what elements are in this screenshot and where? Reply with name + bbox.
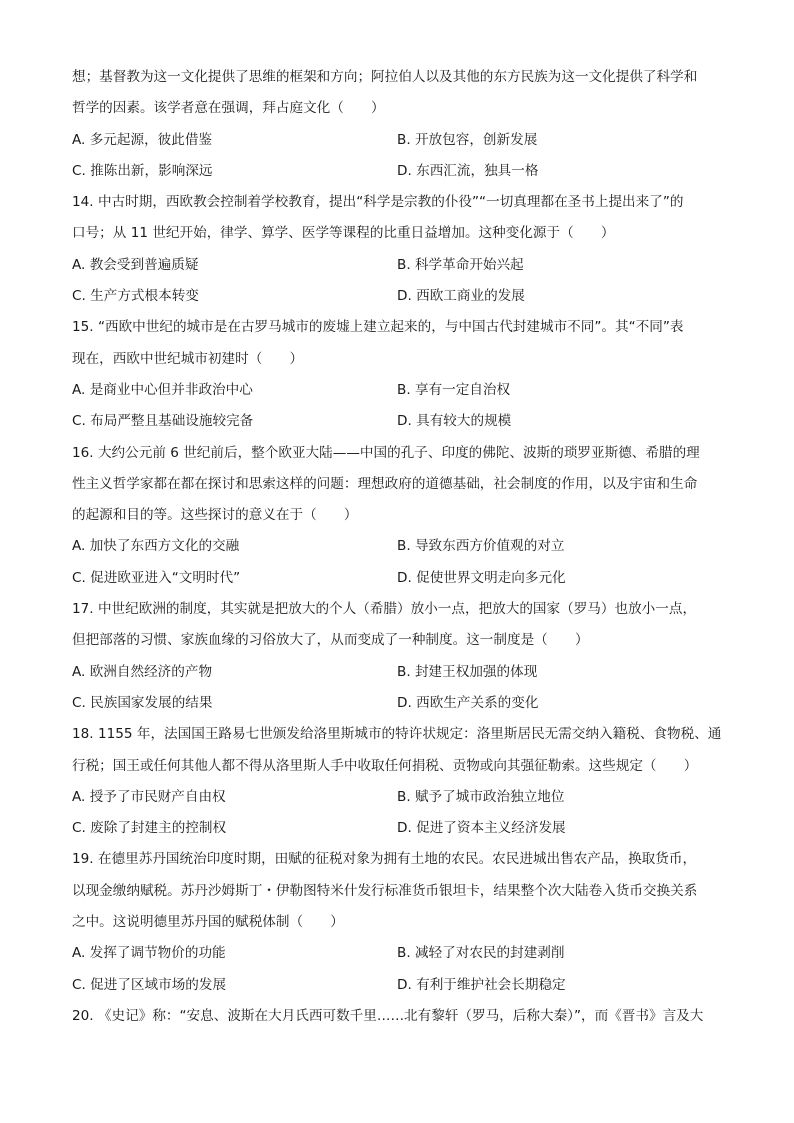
option-b: B. 减轻了对农民的封建剥削 (397, 945, 565, 962)
options-row (72, 938, 724, 969)
stem-line: 现在，西欧中世纪城市初建时（ ） (72, 350, 304, 367)
question-list (72, 62, 724, 1032)
option-a: A. 授予了市民财产自由权 (72, 788, 226, 805)
option-b: B. 封建王权加强的体现 (397, 663, 538, 680)
stem-line: 14. 中古时期，西欧教会控制着学校教育，提出“科学是宗教的仆役”“一切真理都在圣书上提出来了”的 (72, 194, 684, 211)
question-16 (72, 438, 724, 594)
stem-line: 18. 1155 年，法国国王路易七世颁发给洛里斯城市的特许状规定：洛里斯居民无需交纳入籍税、食物税、通 (72, 726, 722, 743)
options-row (72, 406, 724, 437)
option-b: B. 赋予了城市政治独立地位 (397, 788, 565, 805)
option-b: B. 开放包容，创新发展 (397, 131, 538, 148)
option-c: C. 推陈出新，影响深远 (72, 162, 213, 179)
option-d: D. 西欧生产关系的变化 (397, 694, 539, 711)
options-row (72, 563, 724, 594)
stem-line: 行税；国王或任何其他人都不得从洛里斯人手中收取任何捐税、贡物或向其强征勒索。这些规定（ ） (72, 757, 698, 774)
options-row (72, 657, 724, 688)
options-row (72, 970, 724, 1001)
stem-line: 口号；从 11 世纪开始，律学、算学、医学等课程的比重日益增加。这种变化源于（ ） (72, 225, 615, 242)
stem-line: 17. 中世纪欧洲的制度，其实就是把放大的个人（希腊）放小一点，把放大的国家（罗马）也放小一点， (72, 601, 697, 618)
question-18 (72, 719, 724, 844)
option-d: D. 东西汇流，独具一格 (397, 162, 539, 179)
option-c: C. 促进了区域市场的发展 (72, 976, 227, 993)
question-15 (72, 312, 724, 437)
stem-line: 之中。这说明德里苏丹国的赋税体制（ ） (72, 914, 344, 931)
question-20 (72, 1001, 724, 1032)
options-row (72, 688, 724, 719)
option-a: A. 欧洲自然经济的产物 (72, 663, 213, 680)
option-b: B. 享有一定自治权 (397, 381, 511, 398)
question-19 (72, 844, 724, 1000)
options-row (72, 782, 724, 813)
stem-line: 16. 大约公元前 6 世纪前后，整个欧亚大陆——中国的孔子、印度的佛陀、波斯的琐罗亚斯德、希腊的理 (72, 444, 700, 461)
stem-line: 性主义哲学家都在都在探讨和思索这样的问题：理想政府的道德基础，社会制度的作用，以及宇宙和生命 (72, 475, 698, 492)
option-a: A. 发挥了调节物价的功能 (72, 945, 226, 962)
option-b: B. 导致东西方价值观的对立 (397, 538, 565, 555)
option-c: C. 布局严整且基础设施较完备 (72, 413, 254, 430)
option-a: A. 是商业中心但并非政治中心 (72, 381, 253, 398)
question-13-continued (72, 62, 724, 187)
option-a: A. 加快了东西方文化的交融 (72, 538, 240, 555)
option-a: A. 多元起源，彼此借鉴 (72, 131, 213, 148)
stem-line: 19. 在德里苏丹国统治印度时期，田赋的征税对象为拥有土地的农民。农民进城出售农产品，换取货币， (72, 851, 697, 868)
option-c: C. 生产方式根本转变 (72, 288, 199, 305)
options-row (72, 250, 724, 281)
option-d: D. 促进了资本主义经济发展 (397, 820, 566, 837)
options-row (72, 813, 724, 844)
options-row (72, 531, 724, 562)
option-d: D. 具有较大的规模 (397, 413, 512, 430)
question-14 (72, 187, 724, 312)
stem-line: 15. “西欧中世纪的城市是在古罗马城市的废墟上建立起来的，与中国古代封建城市不同”。其“不同”表 (72, 319, 684, 336)
option-b: B. 科学革命开始兴起 (397, 256, 524, 273)
option-c: C. 促进欧亚进入“文明时代” (72, 569, 241, 586)
options-row (72, 281, 724, 312)
stem-line: 但把部落的习惯、家族血缘的习俗放大了，从而变成了一种制度。这一制度是（ ） (72, 632, 589, 649)
stem-line: 哲学的因素。该学者意在强调，拜占庭文化（ ） (72, 100, 385, 117)
option-a: A. 教会受到普遍质疑 (72, 256, 199, 273)
stem-line: 20. 《史记》称：“安息、波斯在大月氏西可数千里……北有黎轩（罗马，后称大秦）”，而《晋书》言及大 (72, 1007, 704, 1024)
option-d: D. 西欧工商业的发展 (397, 288, 525, 305)
option-c: C. 废除了封建主的控制权 (72, 820, 227, 837)
question-17 (72, 594, 724, 719)
stem-line: 的起源和目的等。这些探讨的意义在于（ ） (72, 507, 358, 524)
options-row (72, 156, 724, 187)
stem-line: 以现金缴纳赋税。苏丹沙姆斯丁・伊勒图特米什发行标准货币银坦卡，结果整个次大陆卷入货币交换关系 (72, 882, 698, 899)
stem-line: 想；基督教为这一文化提供了思维的框架和方向；阿拉伯人以及其他的东方民族为这一文化提供了科学和 (72, 69, 698, 85)
options-row (72, 375, 724, 406)
option-d: D. 有利于维护社会长期稳定 (397, 976, 566, 993)
option-c: C. 民族国家发展的结果 (72, 694, 213, 711)
option-d: D. 促使世界文明走向多元化 (397, 569, 566, 586)
options-row (72, 125, 724, 156)
